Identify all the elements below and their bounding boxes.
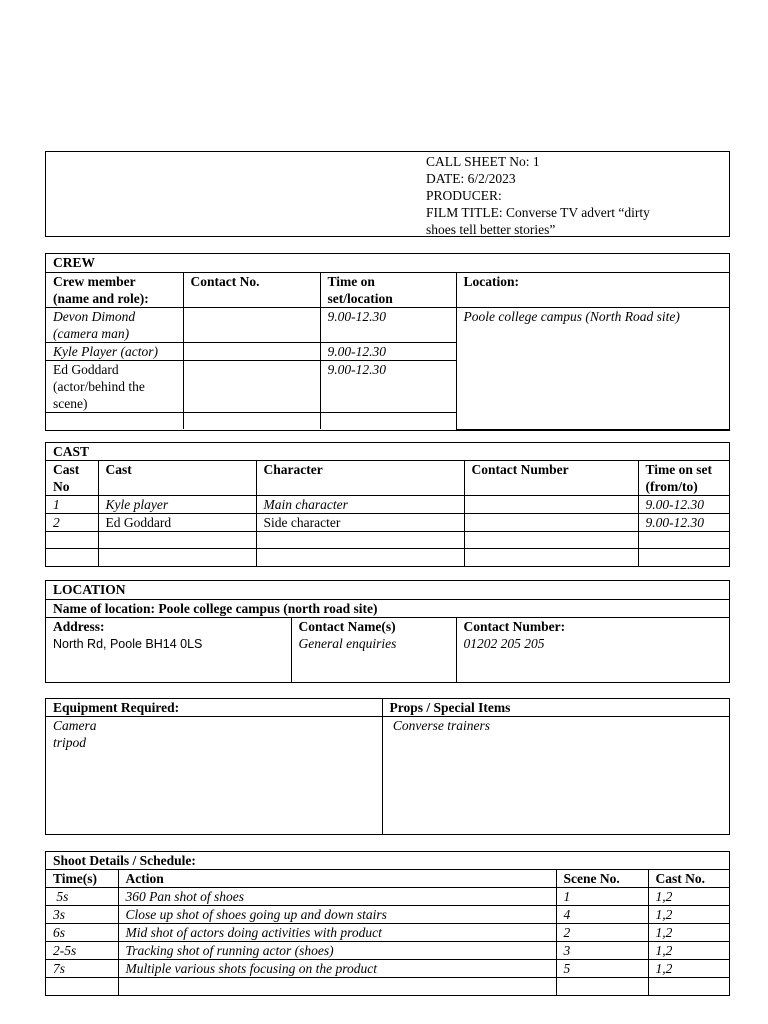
cast-col-time-2: (from/to) bbox=[645, 479, 698, 494]
table-row bbox=[46, 532, 729, 549]
cast-empty-cell bbox=[638, 532, 729, 549]
cast-col-no-2: No bbox=[53, 479, 70, 494]
cast-col-cast: Cast bbox=[98, 461, 256, 496]
schedule-empty-cell bbox=[648, 978, 729, 995]
schedule-empty-cell bbox=[46, 978, 118, 995]
equipment-section bbox=[45, 698, 730, 835]
schedule-empty-cell bbox=[118, 978, 556, 995]
cast-character-cell: Side character bbox=[256, 514, 464, 532]
cast-col-time bbox=[638, 461, 729, 496]
schedule-time-cell: 5s bbox=[46, 888, 118, 906]
equipment-label: Equipment Required: bbox=[46, 699, 382, 717]
schedule-scene-cell: 5 bbox=[556, 960, 648, 978]
cast-empty-cell bbox=[464, 532, 638, 549]
crew-time-cell: 9.00-12.30 bbox=[320, 360, 456, 412]
cast-table bbox=[46, 443, 729, 566]
table-row bbox=[46, 960, 729, 978]
cast-empty-cell bbox=[46, 532, 98, 549]
schedule-section bbox=[45, 851, 730, 996]
cast-empty-cell bbox=[98, 549, 256, 566]
crew-title: CREW bbox=[46, 254, 729, 272]
schedule-title: Shoot Details / Schedule: bbox=[46, 852, 729, 870]
contact-name-value: General enquiries bbox=[298, 635, 397, 651]
crew-col-time-1: Time on bbox=[327, 273, 375, 289]
cast-col-contact: Contact Number bbox=[464, 461, 638, 496]
call-sheet-header bbox=[45, 151, 730, 237]
schedule-col-cast: Cast No. bbox=[648, 870, 729, 888]
cast-time-cell: 9.00-12.30 bbox=[638, 496, 729, 514]
contact-number-cell bbox=[456, 617, 729, 682]
crew-table bbox=[46, 254, 729, 430]
crew-member-role: (camera man) bbox=[53, 325, 130, 341]
equipment-table bbox=[46, 699, 729, 834]
cast-title: CAST bbox=[46, 443, 729, 461]
cast-character-cell: Main character bbox=[256, 496, 464, 514]
equipment-item: tripod bbox=[53, 735, 87, 750]
crew-member-cell bbox=[46, 307, 183, 342]
cast-time-cell: 9.00-12.30 bbox=[638, 514, 729, 532]
table-row bbox=[46, 888, 729, 906]
crew-empty-cell bbox=[320, 412, 456, 429]
address-label: Address: bbox=[53, 618, 105, 634]
crew-time-cell: 9.00-12.30 bbox=[320, 307, 456, 342]
props-value: Converse trainers bbox=[382, 717, 729, 834]
cast-contact-cell bbox=[464, 496, 638, 514]
crew-empty-cell bbox=[46, 412, 183, 429]
cast-empty-cell bbox=[256, 549, 464, 566]
crew-col-member bbox=[46, 272, 183, 307]
schedule-time-cell: 3s bbox=[46, 906, 118, 924]
cast-empty-cell bbox=[46, 549, 98, 566]
address-value: North Rd, Poole BH14 0LS bbox=[53, 636, 203, 651]
crew-section bbox=[45, 253, 730, 431]
crew-contact-cell bbox=[183, 360, 320, 412]
schedule-time-cell: 2-5s bbox=[46, 942, 118, 960]
schedule-cast-cell: 1,2 bbox=[648, 924, 729, 942]
cast-col-character: Character bbox=[256, 461, 464, 496]
schedule-scene-cell: 3 bbox=[556, 942, 648, 960]
props-label: Props / Special Items bbox=[382, 699, 729, 717]
cast-empty-cell bbox=[464, 549, 638, 566]
cast-empty-cell bbox=[638, 549, 729, 566]
crew-time-cell: 9.00-12.30 bbox=[320, 342, 456, 360]
table-row bbox=[46, 942, 729, 960]
schedule-action-cell: 360 Pan shot of shoes bbox=[118, 888, 556, 906]
crew-col-time-2: set/location bbox=[327, 290, 393, 306]
schedule-scene-cell: 4 bbox=[556, 906, 648, 924]
film-title-line1: FILM TITLE: Converse TV advert “dirty bbox=[426, 205, 650, 220]
location-table bbox=[46, 581, 729, 682]
crew-col-location: Location: bbox=[456, 272, 729, 307]
table-row bbox=[46, 514, 729, 532]
crew-col-member-2: (name and role): bbox=[53, 290, 149, 306]
contact-number-value: 01202 205 205 bbox=[463, 635, 545, 651]
schedule-cast-cell: 1,2 bbox=[648, 888, 729, 906]
cast-name-cell: Kyle player bbox=[98, 496, 256, 514]
cast-empty-cell bbox=[98, 532, 256, 549]
schedule-action-cell: Mid shot of actors doing activities with product bbox=[118, 924, 556, 942]
schedule-table bbox=[46, 852, 729, 995]
schedule-cast-cell: 1,2 bbox=[648, 960, 729, 978]
cast-empty-cell bbox=[256, 532, 464, 549]
address-cell bbox=[46, 617, 291, 682]
schedule-col-time: Time(s) bbox=[46, 870, 118, 888]
crew-location-value: Poole college campus (North Road site) bbox=[456, 307, 729, 429]
crew-col-contact: Contact No. bbox=[183, 272, 320, 307]
call-sheet-date: DATE: 6/2/2023 bbox=[426, 171, 516, 186]
crew-col-member-1: Crew member bbox=[53, 273, 136, 289]
schedule-action-cell: Close up shot of shoes going up and down stairs bbox=[118, 906, 556, 924]
schedule-scene-cell: 1 bbox=[556, 888, 648, 906]
contact-number-label: Contact Number: bbox=[463, 618, 566, 634]
header-text bbox=[426, 153, 716, 238]
equipment-item: Camera bbox=[53, 718, 97, 733]
equipment-list bbox=[46, 717, 382, 834]
location-section bbox=[45, 580, 730, 683]
crew-col-time bbox=[320, 272, 456, 307]
cast-name-cell: Ed Goddard bbox=[98, 514, 256, 532]
crew-empty-cell bbox=[183, 412, 320, 429]
schedule-col-scene: Scene No. bbox=[556, 870, 648, 888]
cast-no-cell: 1 bbox=[46, 496, 98, 514]
schedule-empty-cell bbox=[556, 978, 648, 995]
schedule-cast-cell: 1,2 bbox=[648, 942, 729, 960]
crew-contact-cell bbox=[183, 342, 320, 360]
crew-member-cell: Kyle Player (actor) bbox=[46, 342, 183, 360]
schedule-col-action: Action bbox=[118, 870, 556, 888]
producer-label: PRODUCER: bbox=[426, 188, 502, 203]
location-name: Name of location: Poole college campus (north road site) bbox=[46, 599, 729, 617]
cast-contact-cell bbox=[464, 514, 638, 532]
film-title-line2: shoes tell better stories” bbox=[426, 222, 556, 237]
crew-member-name: Ed Goddard bbox=[53, 361, 119, 377]
location-title: LOCATION bbox=[46, 581, 729, 599]
schedule-scene-cell: 2 bbox=[556, 924, 648, 942]
crew-member-role: (actor/behind the bbox=[53, 378, 145, 394]
cast-col-no bbox=[46, 461, 98, 496]
table-row bbox=[46, 906, 729, 924]
crew-member-name: Devon Dimond bbox=[53, 308, 136, 324]
cast-col-no-1: Cast bbox=[53, 462, 80, 477]
table-row bbox=[46, 549, 729, 566]
schedule-action-cell: Tracking shot of running actor (shoes) bbox=[118, 942, 556, 960]
call-sheet-number: CALL SHEET No: 1 bbox=[426, 154, 540, 169]
cast-no-cell: 2 bbox=[46, 514, 98, 532]
schedule-action-cell: Multiple various shots focusing on the product bbox=[118, 960, 556, 978]
cast-col-time-1: Time on set bbox=[645, 462, 712, 477]
cast-section bbox=[45, 442, 730, 567]
crew-member-role-cont: scene) bbox=[53, 395, 88, 411]
schedule-time-cell: 7s bbox=[46, 960, 118, 978]
contact-name-label: Contact Name(s) bbox=[298, 618, 396, 634]
crew-contact-cell bbox=[183, 307, 320, 342]
schedule-cast-cell: 1,2 bbox=[648, 906, 729, 924]
table-row bbox=[46, 496, 729, 514]
contact-name-cell bbox=[291, 617, 456, 682]
schedule-time-cell: 6s bbox=[46, 924, 118, 942]
table-row bbox=[46, 924, 729, 942]
table-row bbox=[46, 307, 729, 342]
table-row bbox=[46, 978, 729, 995]
crew-member-cell bbox=[46, 360, 183, 412]
